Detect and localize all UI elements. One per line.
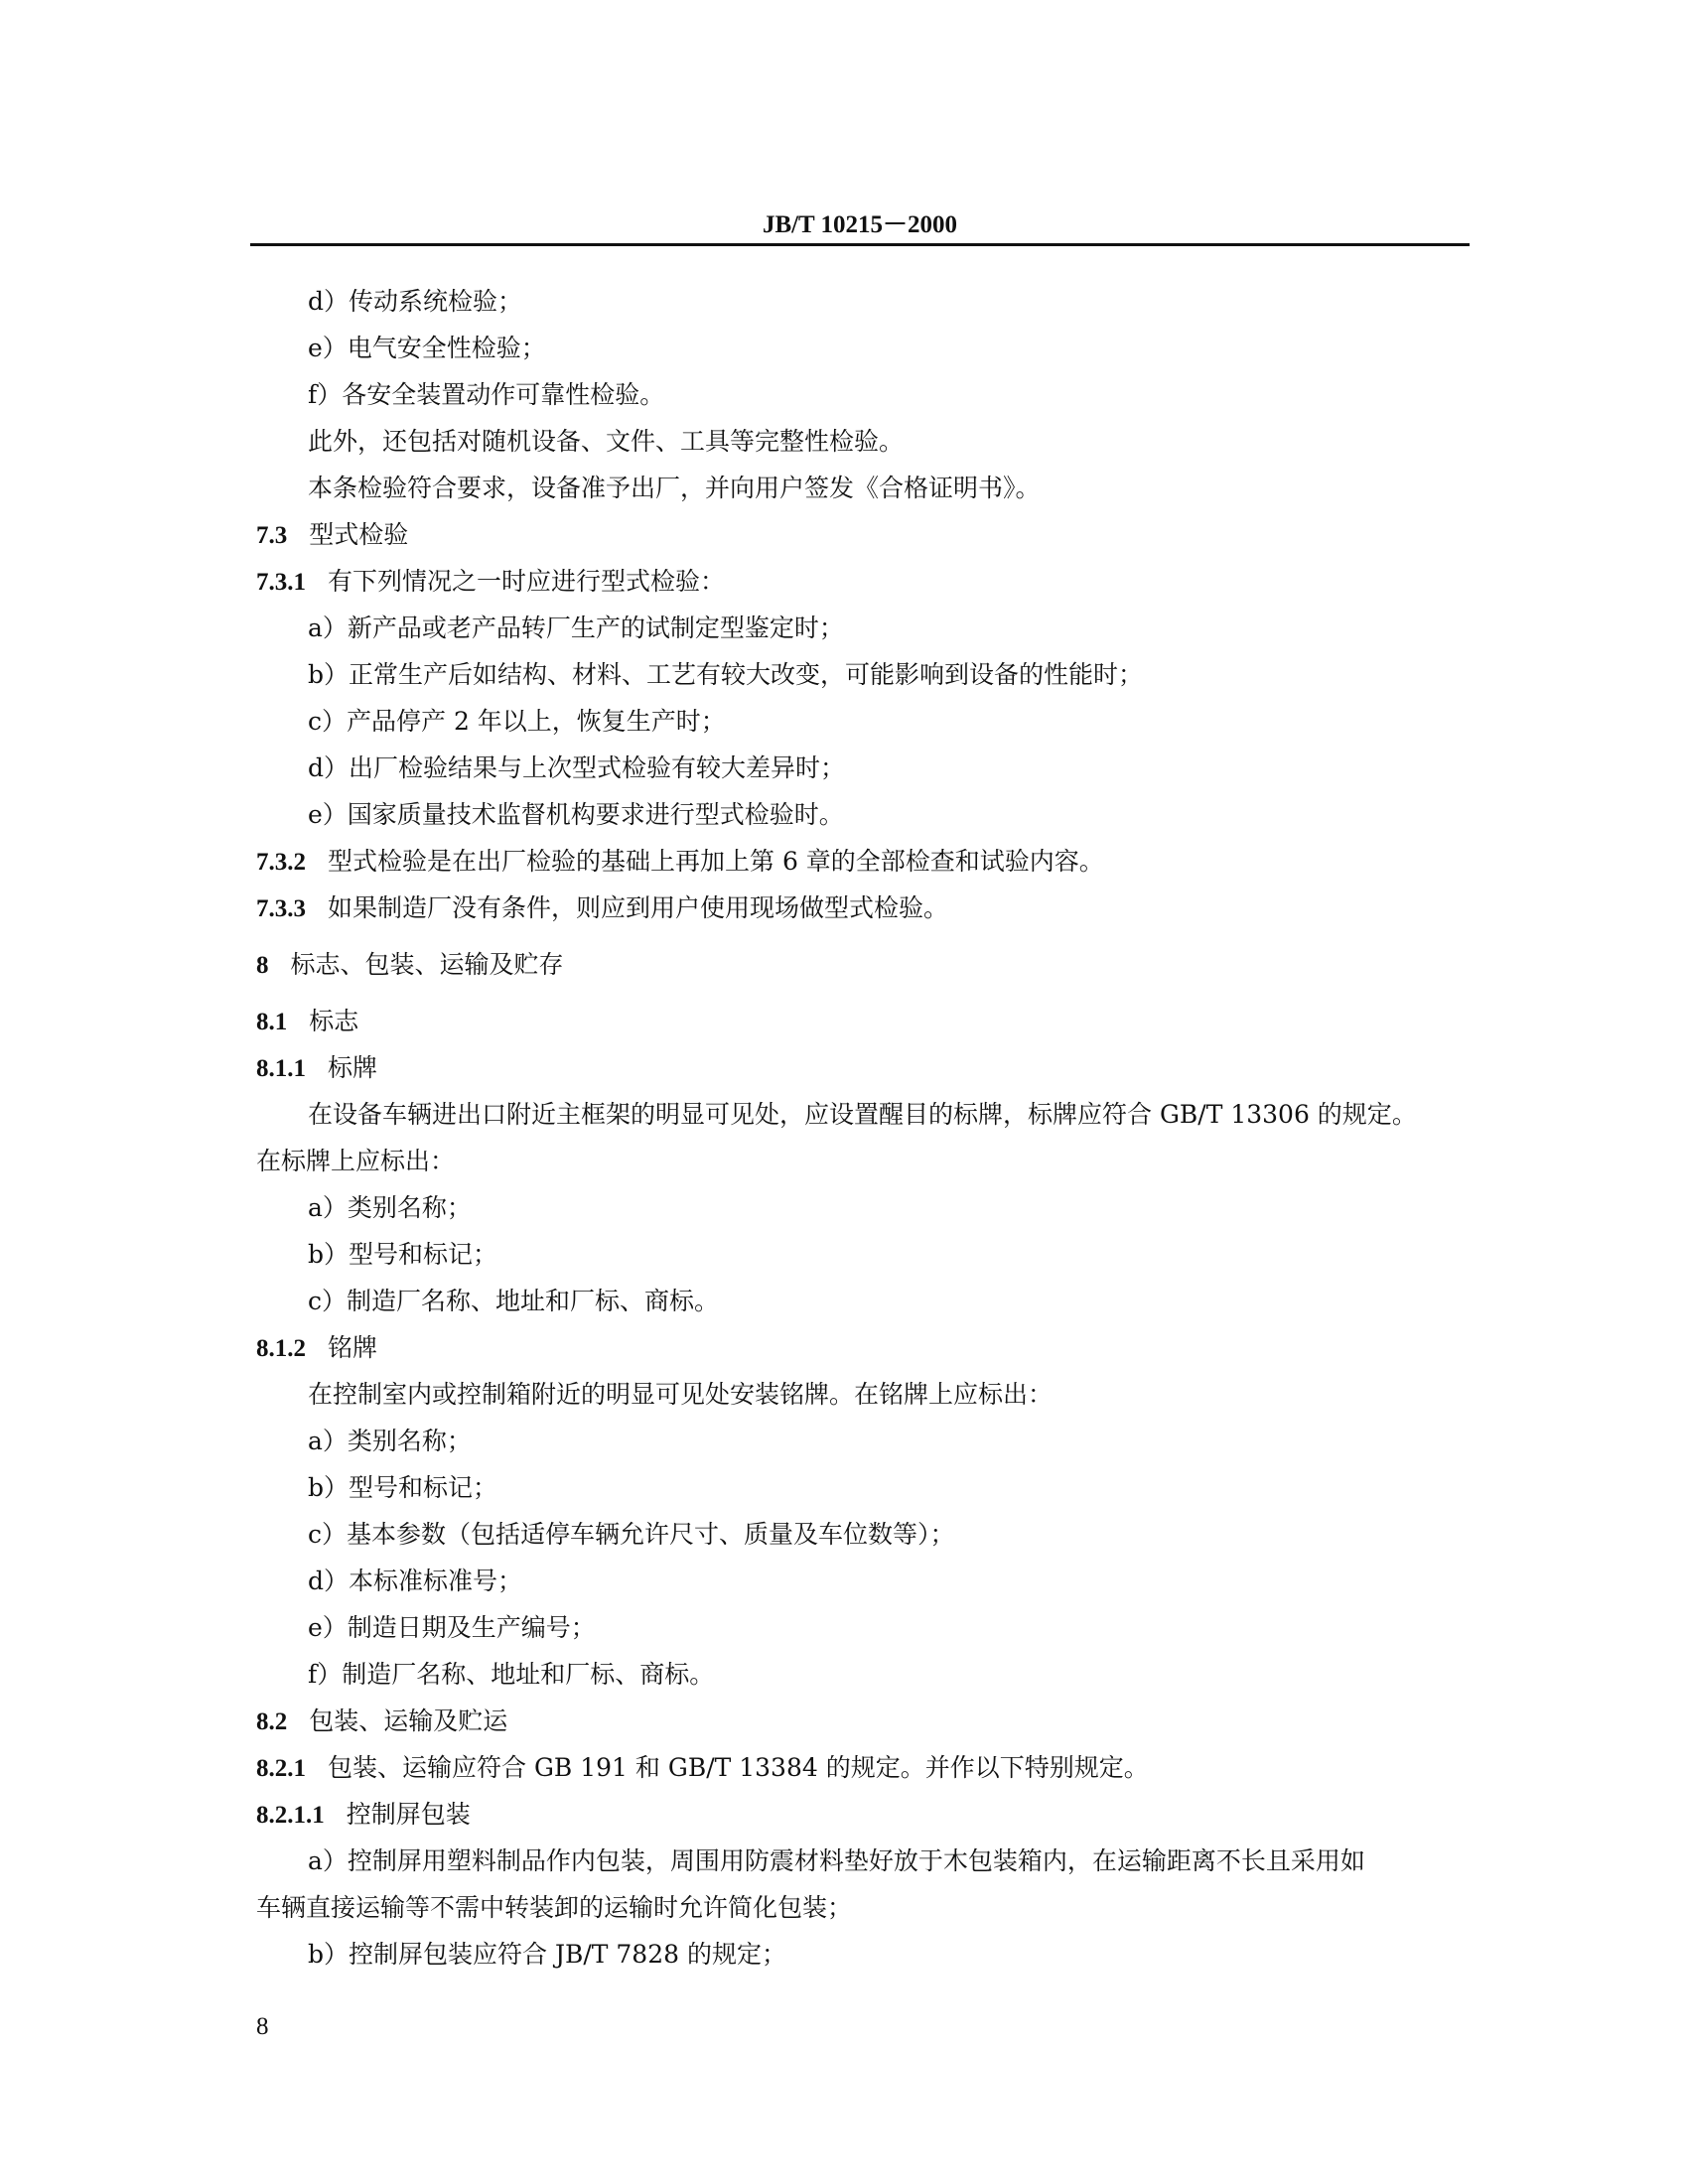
chapter-title: 标志、包装、运输及贮存 xyxy=(290,950,564,979)
list-item: f）各安全装置动作可靠性检验。 xyxy=(308,380,665,409)
chapter-heading-8 xyxy=(256,941,1470,988)
list-item: d）传动系统检验； xyxy=(308,287,523,316)
clause-text: 如果制造厂没有条件，则应到用户使用现场做型式检验。 xyxy=(328,893,949,922)
list-item: f）制造厂名称、地址和厂标、商标。 xyxy=(308,1660,715,1689)
section-heading-7-3 xyxy=(256,511,1470,558)
list-item: c）制造厂名称、地址和厂标、商标。 xyxy=(308,1287,720,1315)
clause-number: 8.2.1 xyxy=(256,1755,306,1782)
list-item: a）类别名称； xyxy=(308,1193,472,1222)
section-title: 包装、运输及贮运 xyxy=(309,1706,508,1735)
clause-number: 7.3.2 xyxy=(256,849,306,876)
clause-8-1-1 xyxy=(256,1044,1470,1091)
list-item: b）正常生产后如结构、材料、工艺有较大改变，可能影响到设备的性能时； xyxy=(308,660,1144,689)
list-item: e）制造日期及生产编号； xyxy=(308,1613,596,1642)
list-item: b）控制屏包装应符合 JB/T 7828 的规定； xyxy=(308,1940,786,1969)
clause-7-3-3 xyxy=(256,885,1470,931)
clause-number: 8.1.1 xyxy=(256,1055,306,1082)
header-rule xyxy=(250,243,1470,246)
clause-number: 8.2.1.1 xyxy=(256,1802,325,1829)
clause-number: 7.3.1 xyxy=(256,569,306,596)
list-item: d）本标准标准号； xyxy=(308,1567,523,1595)
list-item: a）控制屏用塑料制品作内包装，周围用防震材料垫好放于木包装箱内，在运输距离不长且采用如 xyxy=(308,1846,1365,1875)
list-item: c）基本参数（包括适停车辆允许尺寸、质量及车位数等）； xyxy=(308,1520,955,1549)
clause-8-1-2 xyxy=(256,1324,1470,1371)
list-item: a）新产品或老产品转厂生产的试制定型鉴定时； xyxy=(308,614,844,642)
clause-number: 7.3.3 xyxy=(256,895,306,922)
section-number: 8.2 xyxy=(256,1708,288,1735)
paragraph: 本条检验符合要求，设备准予出厂，并向用户签发《合格证明书》。 xyxy=(308,474,1041,502)
section-title: 标志 xyxy=(309,1007,359,1035)
clause-text: 型式检验是在出厂检验的基础上再加上第 6 章的全部检查和试验内容。 xyxy=(328,847,1104,876)
section-title: 型式检验 xyxy=(309,520,409,549)
list-item: e）国家质量技术监督机构要求进行型式检验时。 xyxy=(308,800,844,829)
list-item: a）类别名称； xyxy=(308,1427,472,1455)
document-header: JB/T 10215－2000 xyxy=(762,211,958,238)
clause-7-3-2 xyxy=(256,838,1470,885)
paragraph-continued: 在标牌上应标出： xyxy=(256,1147,456,1175)
paragraph: 在设备车辆进出口附近主框架的明显可见处，应设置醒目的标牌，标牌应符合 GB/T 13306 的规定。 xyxy=(308,1100,1417,1129)
paragraph: 在控制室内或控制箱附近的明显可见处安装铭牌。在铭牌上应标出： xyxy=(308,1380,1054,1409)
section-heading-8-2 xyxy=(256,1698,1470,1744)
clause-7-3-1 xyxy=(256,558,1470,605)
paragraph: 此外，还包括对随机设备、文件、工具等完整性检验。 xyxy=(308,427,905,456)
section-number: 7.3 xyxy=(256,522,288,549)
list-item-continued: 车辆直接运输等不需中转装卸的运输时允许简化包装； xyxy=(256,1893,853,1922)
clause-8-2-1 xyxy=(256,1744,1470,1791)
clause-text: 有下列情况之一时应进行型式检验： xyxy=(328,567,726,596)
clause-title: 标牌 xyxy=(328,1053,378,1082)
list-item: c）产品停产 2 年以上，恢复生产时； xyxy=(308,707,726,736)
clause-title: 控制屏包装 xyxy=(346,1800,471,1829)
list-item: d）出厂检验结果与上次型式检验有较大差异时； xyxy=(308,753,846,782)
clause-text: 包装、运输应符合 GB 191 和 GB/T 13384 的规定。并作以下特别规定。 xyxy=(328,1753,1149,1782)
page-number: 8 xyxy=(256,2013,269,2040)
clause-8-2-1-1 xyxy=(256,1791,1470,1838)
list-item: b）型号和标记； xyxy=(308,1473,498,1502)
section-number: 8.1 xyxy=(256,1009,288,1035)
chapter-number: 8 xyxy=(256,952,269,979)
list-item: e）电气安全性检验； xyxy=(308,334,546,362)
document-body xyxy=(256,278,1470,1978)
list-item: b）型号和标记； xyxy=(308,1240,498,1269)
clause-title: 铭牌 xyxy=(328,1333,378,1362)
section-heading-8-1 xyxy=(256,998,1470,1044)
clause-number: 8.1.2 xyxy=(256,1335,306,1362)
